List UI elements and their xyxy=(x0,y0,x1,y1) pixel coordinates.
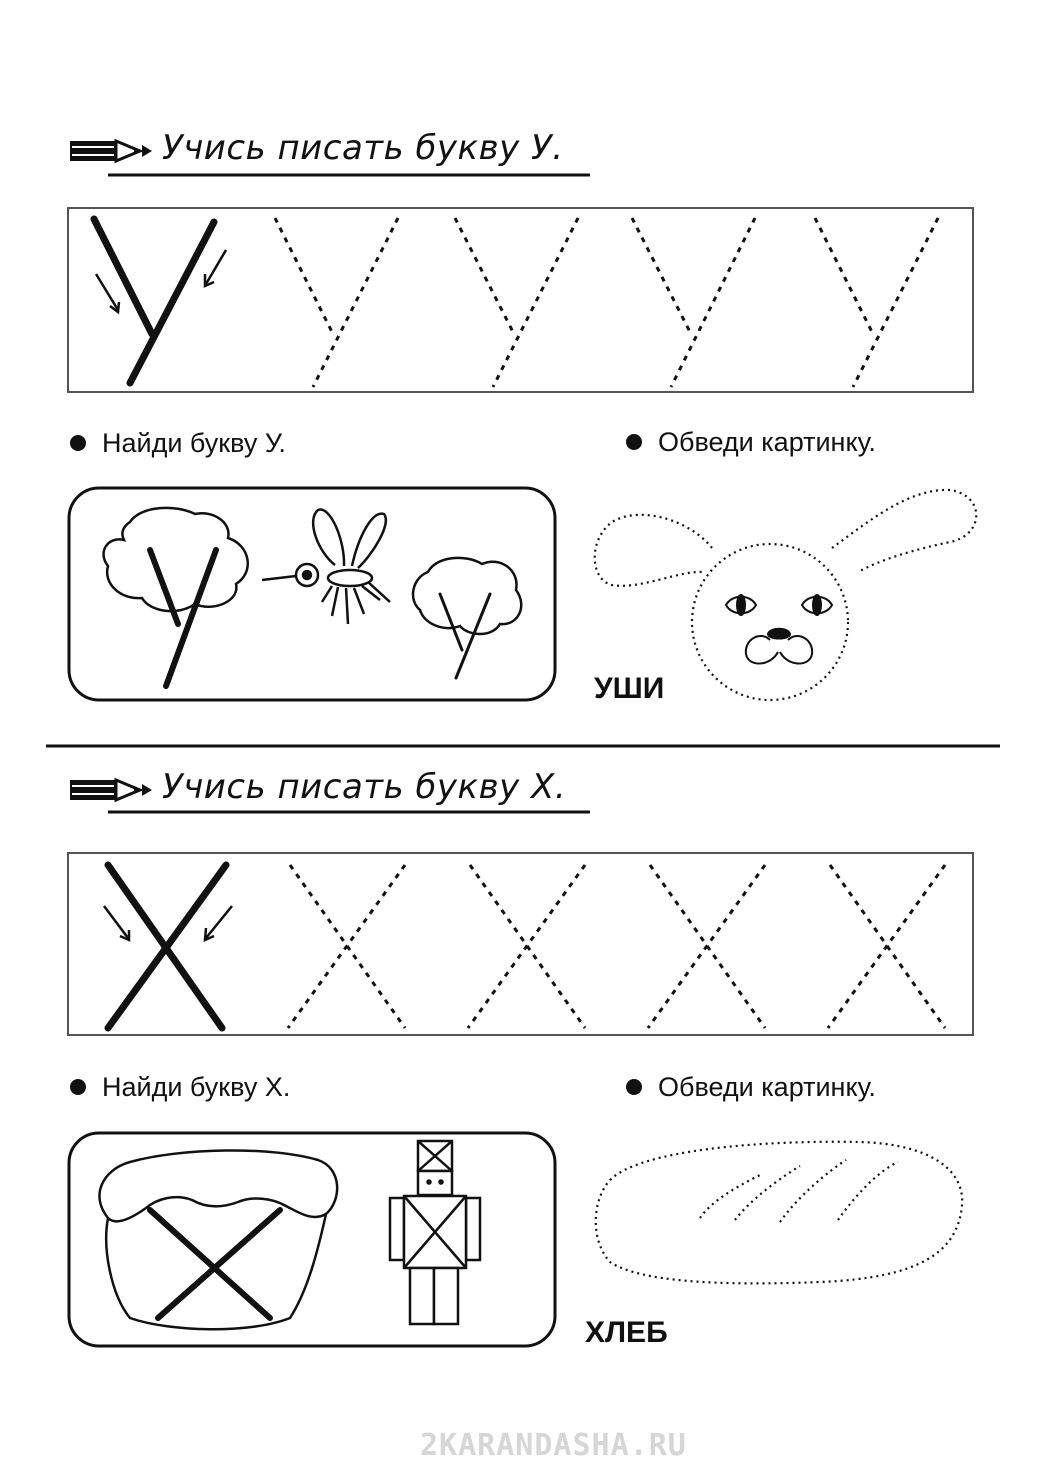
picture-caption-hleb: ХЛЕБ xyxy=(585,1316,668,1349)
bullet-icon xyxy=(626,434,642,450)
bunny-icon xyxy=(595,490,977,700)
toy-soldier-icon xyxy=(390,1141,480,1324)
bunny-face xyxy=(726,595,832,664)
find-letter-u-instruction: Найди букву У. xyxy=(102,428,286,458)
picture-caption-ushi: УШИ xyxy=(594,672,665,705)
trace-picture-instruction: Обведи картинку. xyxy=(658,1072,876,1102)
find-letter-x-instruction: Найди букву Х. xyxy=(102,1072,291,1102)
cake-letter-x xyxy=(150,1210,280,1318)
arrow-icon xyxy=(142,784,152,796)
page-title-letter-x: Учись писать букву Х. xyxy=(162,767,567,807)
find-letter-x-box xyxy=(69,1133,555,1346)
bullet-icon xyxy=(70,435,86,451)
tree-letter-u xyxy=(150,550,216,686)
page-title-letter-u: Учись писать букву У. xyxy=(162,128,564,168)
tree-letter-u xyxy=(440,594,490,678)
trace-picture-instruction: Обведи картинку. xyxy=(658,427,876,457)
pencil-icon xyxy=(70,780,141,800)
tree-icon xyxy=(104,508,248,611)
stroke-direction-arrows xyxy=(104,906,232,940)
mosquito-icon xyxy=(262,510,390,624)
arrow-icon xyxy=(142,145,152,157)
letter-u-dotted-guides xyxy=(275,218,938,387)
bullet-icon xyxy=(70,1079,86,1095)
tree-icon xyxy=(413,558,521,634)
cake-icon xyxy=(99,1150,337,1329)
letter-x-sample xyxy=(108,865,226,1028)
bullet-icon xyxy=(626,1079,642,1095)
bread-icon xyxy=(596,1142,962,1284)
site-watermark: 2KARANDASHA.RU xyxy=(420,1428,687,1463)
letter-x-dotted-guides xyxy=(288,865,945,1028)
pencil-icon xyxy=(70,141,141,161)
